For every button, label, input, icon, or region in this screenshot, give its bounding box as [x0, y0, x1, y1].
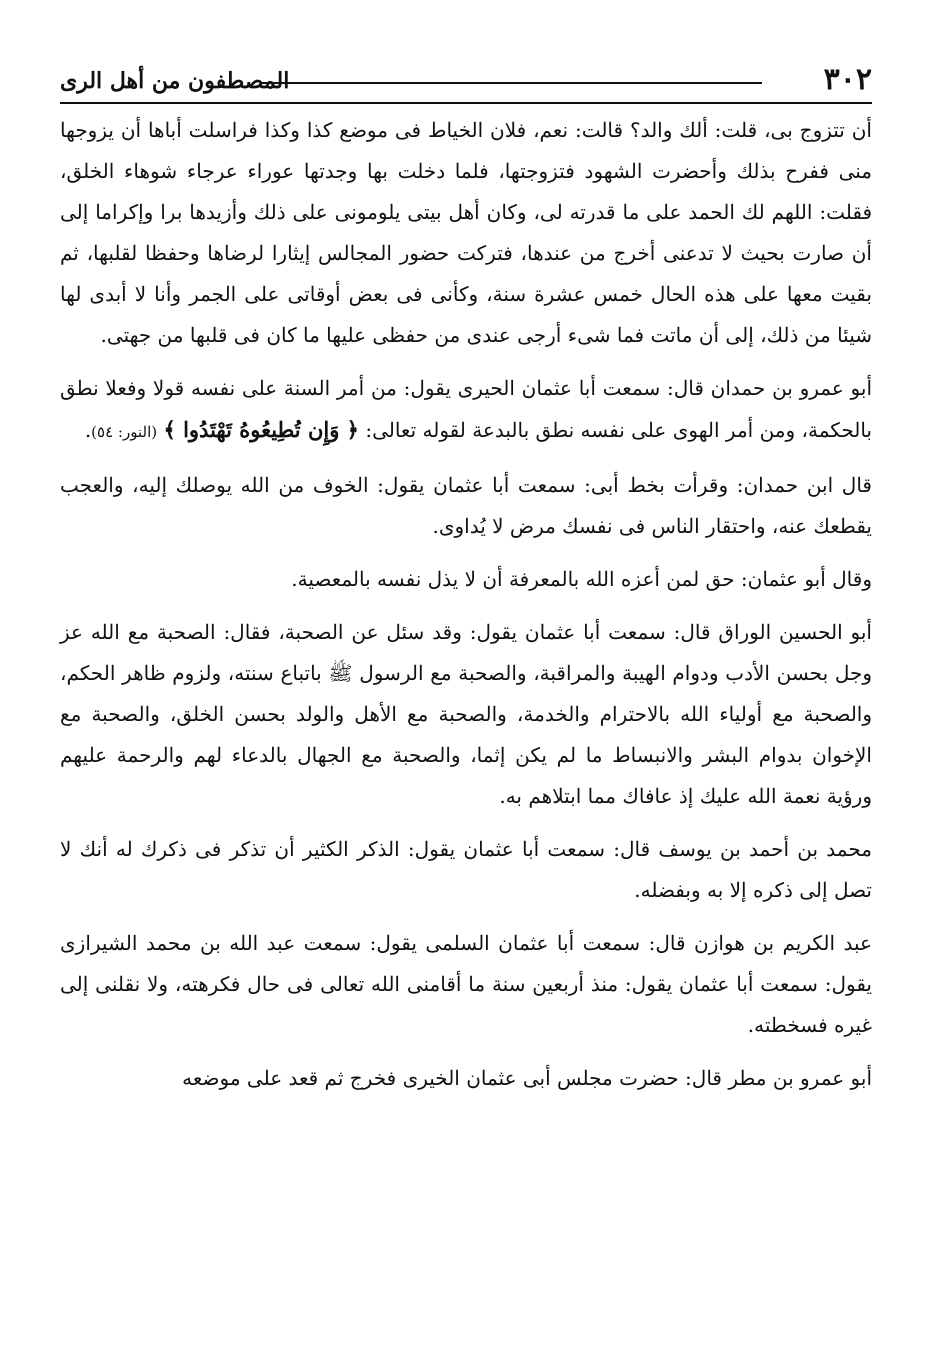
paragraph-3: قال ابن حمدان: وقرأت بخط أبى: سمعت أبا عثمان يقول: الخوف من الله يوصلك إليه، والعجب يقطعك عنه، واحتقار الناس فى نفسك مرض لا يُداوى. — [60, 473, 872, 538]
quran-verse: ﴿ وَإِن تُطِيعُوهُ تَهْتَدُوا ﴾ — [163, 417, 359, 442]
paragraph-2-end: . — [84, 418, 92, 442]
paragraph-1: أن تتزوج بى، قلت: ألك والد؟ قالت: نعم، فلان الخياط فى موضع كذا وكذا فراسلت أباها أن يزوجها منى ففرح بذلك وأحضرت الشهود فتزوجتها، فلما دخلت بها وجدتها عوراء عرجاء شوهاء الخلق، فقلت: اللهم لك الحمد على ما قدرته لى، وكان أهل بيتى يلومونى على ذلك وأزيدها برا وإكراما إلى أن صارت بحيث لا تدعنى أخرج من عندها، فتركت حضور المجالس إيثارا لرضاها وحفظا لقلبها، ثم بقيت معها على هذه الحال خمس عشرة سنة، وكأنى فى بعض أوقاتى على الجمر وأنا لا أبدى لها شيئا من ذلك، إلى أن ماتت فما شىء أرجى عندى من حفظى عليها ما كان فى قلبها من جهتى. — [60, 118, 872, 347]
page-number: ٣٠٢ — [823, 62, 872, 97]
header-rule — [260, 82, 762, 84]
verse-reference: (النور: ٥٤) — [91, 423, 158, 441]
paragraph-2 — [60, 368, 872, 453]
running-title: المصطفون من أهل الرى — [60, 68, 290, 94]
paragraph-5: أبو الحسين الوراق قال: سمعت أبا عثمان يقول: وقد سئل عن الصحبة، فقال: الصحبة مع الله عز وجل بحسن الأدب ودوام الهيبة والمراقبة، والصحبة مع الرسول ﷺ باتباع سنته، ولزوم ظاهر الحكم، والصحبة مع أولياء الله بالاحترام والخدمة، والصحبة مع الأهل والولد بحسن الخلق، والصحبة مع الإخوان بدوام البشر والانبساط ما لم يكن إثما، والصحبة مع الجهال بالدعاء لهم والرحمة عليهم ورؤية نعمة الله عليك إذ عافاك مما ابتلاهم به. — [60, 620, 872, 808]
paragraph-4: وقال أبو عثمان: حق لمن أعزه الله بالمعرفة أن لا يذل نفسه بالمعصية. — [291, 567, 872, 591]
paragraph-7: عبد الكريم بن هوازن قال: سمعت أبا عثمان السلمى يقول: سمعت عبد الله بن محمد الشيرازى يقول: سمعت أبا عثمان يقول: منذ أربعين سنة ما أقامنى الله تعالى فى حال فكرهته، ولا نقلنى إلى غيره فسخطته. — [60, 931, 872, 1037]
paragraph-6: محمد بن أحمد بن يوسف قال: سمعت أبا عثمان يقول: الذكر الكثير أن تذكر فى ذكرك له أنك لا تصل إلى ذكره إلا به وبفضله. — [60, 837, 872, 902]
page-header — [60, 58, 872, 104]
book-page — [60, 58, 872, 1111]
paragraph-8: أبو عمرو بن مطر قال: حضرت مجلس أبى عثمان الخيرى فخرج ثم قعد على موضعه — [182, 1066, 872, 1090]
paragraph-2-text: أبو عمرو بن حمدان قال: سمعت أبا عثمان الحيرى يقول: من أمر السنة على نفسه قولا وفعلا نطق بالحكمة، ومن أمر الهوى على نفسه نطق بالبدعة لقوله تعالى: — [60, 376, 872, 442]
